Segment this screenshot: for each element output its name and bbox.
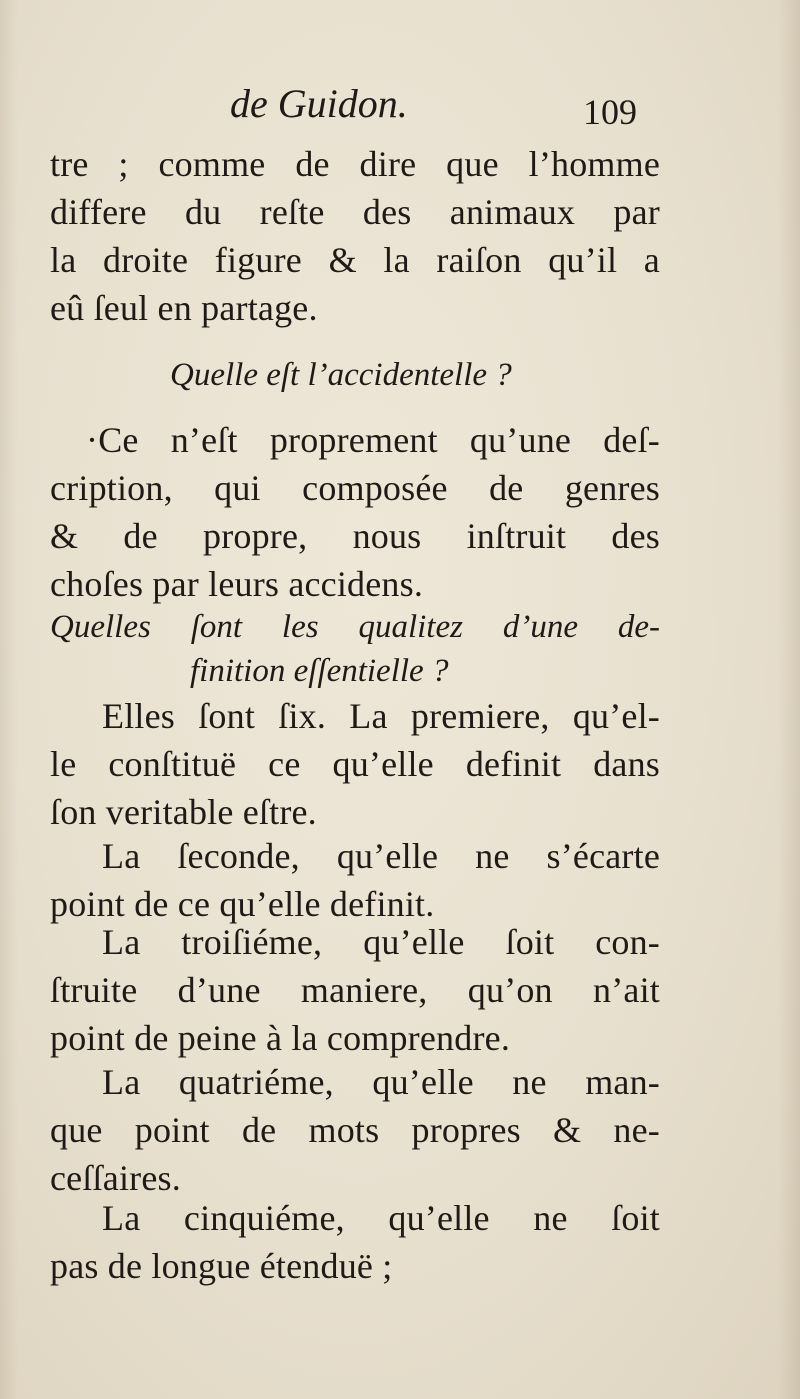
paragraph-line: choſes par leurs accidens. [50, 564, 424, 604]
paragraph-3 [50, 692, 660, 836]
question-heading-1: Quelle eſt l’accidentelle ? [170, 357, 512, 393]
paragraph-line: cription, qui composée de genres [50, 468, 660, 508]
paragraph-4 [50, 832, 660, 928]
page-number: 109 [583, 92, 637, 132]
paragraph-line: ſon veritable eſtre. [50, 792, 317, 832]
paragraph-line: Elles ſont ſix. La premiere, qu’el- [102, 696, 660, 736]
paragraph-5 [50, 918, 660, 1062]
running-head: de Guidon. [230, 81, 408, 126]
paragraph-line: point de ce qu’elle definit. [50, 884, 435, 924]
paragraph-line: & de propre, nous inſtruit des [50, 516, 660, 556]
question-heading-2-line-1: Quelles ſont les qualitez d’une de- [50, 609, 660, 645]
paragraph-7 [50, 1194, 660, 1290]
page-shadow-left [0, 0, 18, 1399]
paragraph-line: la droite figure & la raiſon qu’il a [50, 240, 660, 280]
paragraph-6 [50, 1058, 660, 1202]
page-shadow-right [778, 0, 800, 1399]
paragraph-line: point de peine à la comprendre. [50, 1018, 511, 1058]
paragraph-line: La quatriéme, qu’elle ne man- [102, 1062, 660, 1102]
paragraph-line: que point de mots propres & ne- [50, 1110, 660, 1150]
paragraph-line: differe du reſte des animaux par [50, 192, 660, 232]
paragraph-line: pas de longue étenduë ; [50, 1246, 393, 1286]
paragraph-line: le conſtituë ce qu’elle definit dans [50, 744, 660, 784]
paragraph-line: eû ſeul en partage. [50, 288, 318, 328]
paragraph-line: La ſeconde, qu’elle ne s’écarte [102, 836, 660, 876]
paragraph-line: ·Ce n’eſt proprement qu’une deſ- [86, 420, 660, 460]
paragraph-line: ceſſaires. [50, 1158, 181, 1198]
paragraph-2 [50, 416, 660, 608]
paragraph-line: La troiſiéme, qu’elle ſoit con- [102, 922, 660, 962]
paragraph-line: ſtruite d’une maniere, qu’on n’ait [50, 970, 660, 1010]
paragraph-1 [50, 140, 660, 332]
paragraph-line: La cinquiéme, qu’elle ne ſoit [102, 1198, 660, 1238]
question-heading-2-line-2: finition eſſentielle ? [190, 653, 449, 689]
paragraph-line: tre ; comme de dire que l’homme [50, 144, 660, 184]
